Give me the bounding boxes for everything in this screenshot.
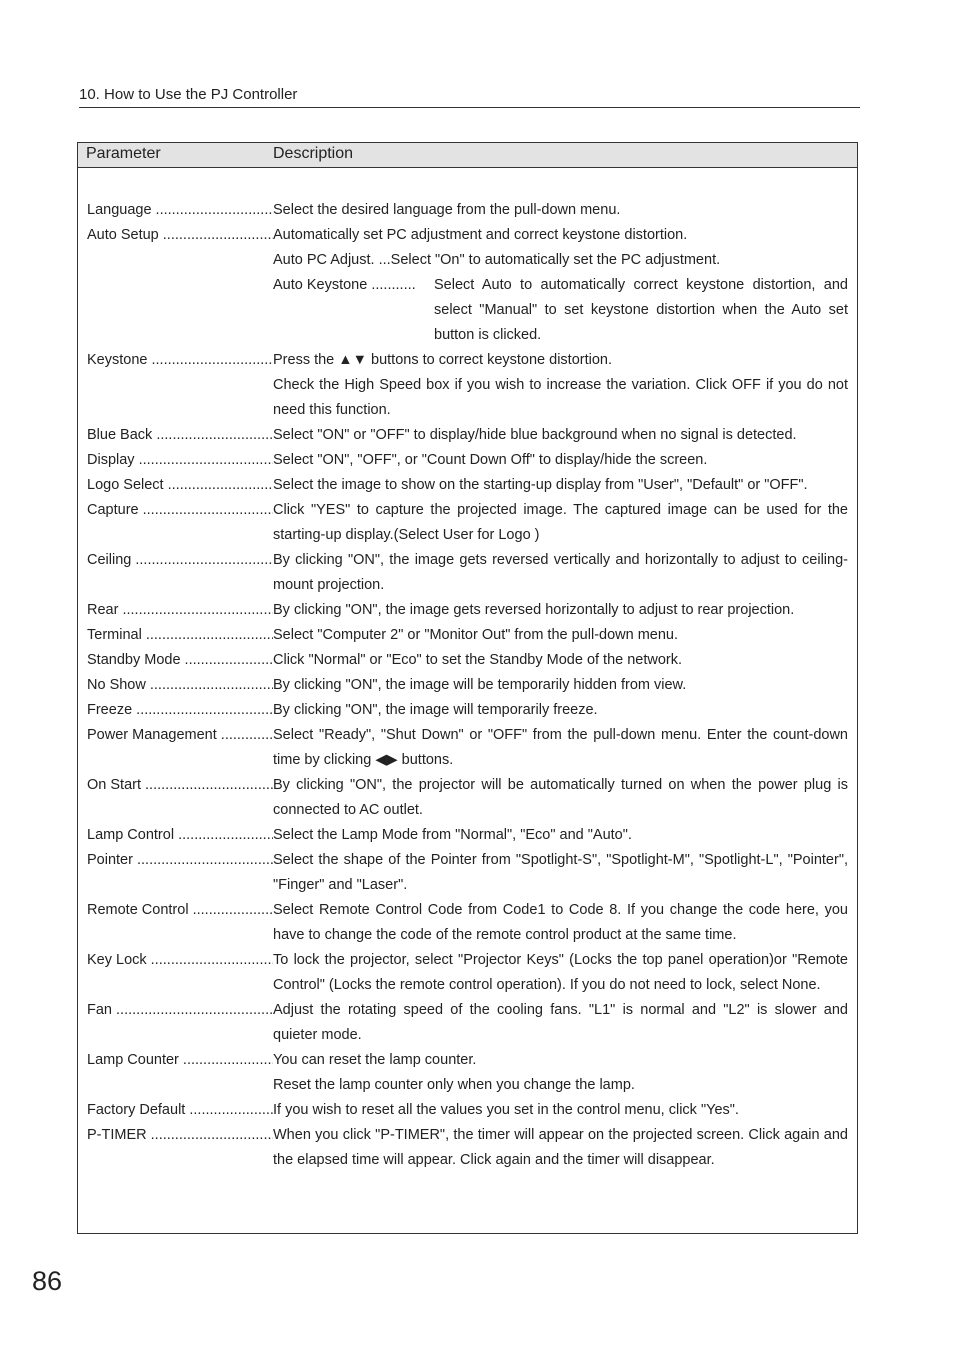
parameter-description: Select "Ready", "Shut Down" or "OFF" from the pull-down menu. Enter the count-down time by clicking ◀▶ buttons. xyxy=(273,727,848,768)
table-row xyxy=(87,723,848,773)
table-row xyxy=(87,848,848,898)
parameter-name: Logo Select ..... xyxy=(87,473,273,498)
parameter-name: Factory Default ..... xyxy=(87,1098,273,1123)
parameter-name: Terminal ..... xyxy=(87,623,273,648)
parameter-name: Lamp Counter ..... xyxy=(87,1048,273,1073)
parameter-description: Press the ▲▼ buttons to correct keystone distortion. xyxy=(273,352,612,368)
parameter-name: No Show ..... xyxy=(87,673,273,698)
parameter-name: Freeze ..... xyxy=(87,698,273,723)
parameter-description: Select the desired language from the pull-down menu. xyxy=(273,202,621,218)
parameter-name: Standby Mode ..... xyxy=(87,648,273,673)
parameter-description: Select "ON", "OFF", or "Count Down Off" to display/hide the screen. xyxy=(273,452,708,468)
parameter-name: Key Lock ..... xyxy=(87,948,273,973)
table-header xyxy=(78,143,857,168)
parameter-name: Fan ..... xyxy=(87,998,273,1023)
table-row xyxy=(87,998,848,1048)
table-row xyxy=(87,498,848,548)
parameter-name: Rear ..... xyxy=(87,598,273,623)
table-row xyxy=(87,473,848,498)
parameter-description: Check the High Speed box if you wish to increase the variation. Click OFF if you do not need this function. xyxy=(273,377,848,418)
sub-parameter-name: Auto Keystone ........... xyxy=(273,277,416,293)
table-row xyxy=(87,223,848,248)
parameter-description: Select the shape of the Pointer from "Spotlight-S", "Spotlight-M", "Spotlight-L", "Pointer", "Finger" and "Laser". xyxy=(273,852,848,893)
parameter-name: Lamp Control ..... xyxy=(87,823,273,848)
parameter-description: Click "YES" to capture the projected image. The captured image can be used for the starting-up display.(Select User for Logo ) xyxy=(273,502,848,543)
table-row xyxy=(87,773,848,823)
parameter-name: Capture ..... xyxy=(87,498,273,523)
sub-parameter-description: Select Auto to automatically correct keystone distortion, and select "Manual" to set keystone distortion when the Auto set button is clicked. xyxy=(434,277,848,343)
parameter-name: Display ..... xyxy=(87,448,273,473)
table-row xyxy=(87,198,848,223)
parameter-name: Ceiling ..... xyxy=(87,548,273,573)
column-header-description: Description xyxy=(273,145,354,162)
parameter-name: Pointer ..... xyxy=(87,848,273,873)
parameter-name: On Start ..... xyxy=(87,773,273,798)
parameter-description: By clicking "ON", the image will be temporarily hidden from view. xyxy=(273,677,687,693)
parameter-name: P-TIMER ..... xyxy=(87,1123,273,1148)
parameter-name: Blue Back ..... xyxy=(87,423,273,448)
table-row xyxy=(87,348,848,373)
table-row xyxy=(87,423,848,448)
table-row xyxy=(87,1123,848,1173)
parameter-name: Power Management ..... xyxy=(87,723,273,748)
table-row xyxy=(87,698,848,723)
parameter-description: Adjust the rotating speed of the cooling fans. "L1" is normal and "L2" is slower and quieter mode. xyxy=(273,1002,848,1043)
parameter-description: Select "ON" or "OFF" to display/hide blue background when no signal is detected. xyxy=(273,427,797,443)
table-row xyxy=(87,948,848,998)
parameter-table xyxy=(77,142,858,1234)
parameter-description: Reset the lamp counter only when you change the lamp. xyxy=(273,1077,635,1093)
table-row xyxy=(87,373,848,423)
table-row xyxy=(87,273,848,348)
table-row xyxy=(87,1098,848,1123)
table-row xyxy=(87,548,848,598)
table-row xyxy=(87,448,848,473)
parameter-description: By clicking "ON", the image gets reversed vertically and horizontally to adjust to ceiling-mount projection. xyxy=(273,552,848,593)
table-body xyxy=(87,198,848,1173)
table-row xyxy=(87,248,848,273)
parameter-description: By clicking "ON", the image will temporarily freeze. xyxy=(273,702,598,718)
parameter-name: Language ..... xyxy=(87,198,273,223)
parameter-name: Auto Setup ..... xyxy=(87,223,273,248)
parameter-description: Auto PC Adjust. ...Select "On" to automatically set the PC adjustment. xyxy=(273,252,721,268)
parameter-description: Click "Normal" or "Eco" to set the Standby Mode of the network. xyxy=(273,652,683,668)
parameter-description: By clicking "ON", the projector will be automatically turned on when the power plug is connected to AC outlet. xyxy=(273,777,848,818)
table-row xyxy=(87,598,848,623)
table-row xyxy=(87,648,848,673)
parameter-description: Automatically set PC adjustment and correct keystone distortion. xyxy=(273,227,688,243)
parameter-description: When you click "P-TIMER", the timer will appear on the projected screen. Click again and the elapsed time will appear. Click again and the timer will disappear. xyxy=(273,1127,848,1168)
parameter-description: Select the image to show on the starting-up display from "User", "Default" or "OFF". xyxy=(273,477,808,493)
parameter-description: By clicking "ON", the image gets reversed horizontally to adjust to rear projection. xyxy=(273,602,795,618)
parameter-description: To lock the projector, select "Projector Keys" (Locks the top panel operation)or "Remote Control" (Locks the remote control operation). If you do not need to lock, select None. xyxy=(273,952,848,993)
parameter-description: You can reset the lamp counter. xyxy=(273,1052,477,1068)
section-title: 10. How to Use the PJ Controller xyxy=(79,86,860,108)
parameter-name: Keystone ..... xyxy=(87,348,273,373)
table-row xyxy=(87,898,848,948)
parameter-description: Select the Lamp Mode from "Normal", "Eco" and "Auto". xyxy=(273,827,632,843)
table-row xyxy=(87,623,848,648)
column-header-parameter: Parameter xyxy=(86,145,161,162)
parameter-description: Select Remote Control Code from Code1 to Code 8. If you change the code here, you have to change the code of the remote control product at the same time. xyxy=(273,902,848,943)
table-row xyxy=(87,673,848,698)
parameter-description: If you wish to reset all the values you set in the control menu, click "Yes". xyxy=(273,1102,739,1118)
page-number: 86 xyxy=(32,1266,63,1296)
sub-parameter xyxy=(273,273,848,348)
table-row xyxy=(87,1073,848,1098)
parameter-name: Remote Control ..... xyxy=(87,898,273,923)
table-row xyxy=(87,823,848,848)
table-row xyxy=(87,1048,848,1073)
parameter-description: Select "Computer 2" or "Monitor Out" from the pull-down menu. xyxy=(273,627,679,643)
